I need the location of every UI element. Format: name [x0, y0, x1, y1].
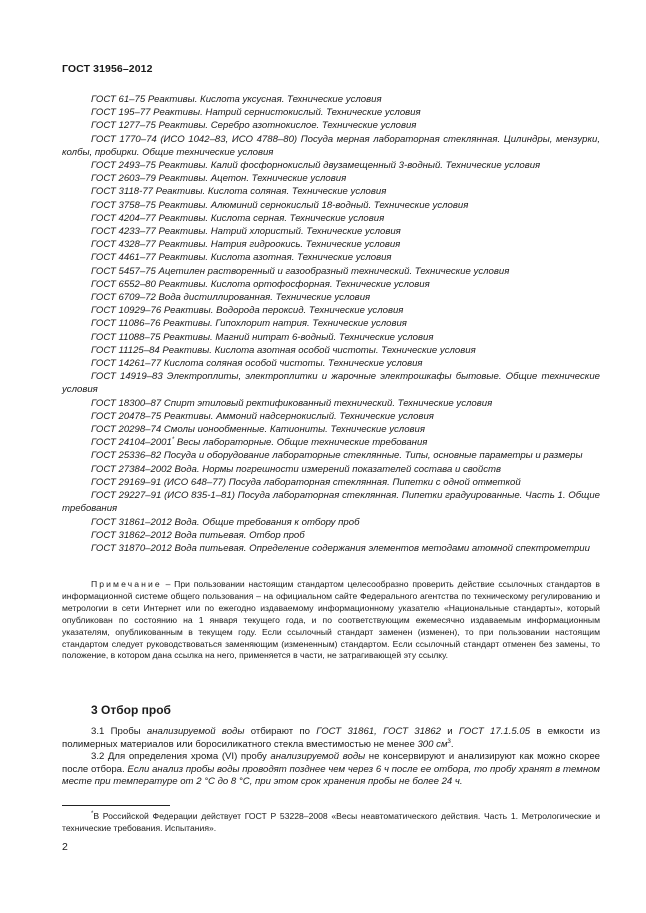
footnote-text: В Российской Федерации действует ГОСТ Р 53228–2008 «Весы неавтоматического действия. Часть 1. Метрологические и технические требования. Испытания».	[62, 811, 600, 833]
paragraph-3-2	[62, 751, 600, 789]
text-run: и	[440, 726, 459, 737]
reference-item: ГОСТ 2603–79 Реактивы. Ацетон. Технические условия	[91, 173, 347, 185]
reference-item: ГОСТ 14261–77 Кислота соляная особой чистоты. Технические условия	[91, 358, 423, 370]
reference-item: ГОСТ 4328–77 Реактивы. Натрия гидроокись. Технические условия	[91, 239, 401, 251]
footnote-mark: *	[91, 811, 94, 818]
note-block	[62, 579, 600, 662]
reference-item: ГОСТ 11125–84 Реактивы. Кислота азотная особой чистоты. Технические условия	[91, 344, 476, 356]
italic-run: Если анализ пробы воды проводят позднее чем через 6 ч после ее отбора, то пробу хранят в темном месте при температуре от 2 °С до 8 °С, при этом срок хранения пробы не более 24 ч.	[62, 763, 601, 788]
reference-item: ГОСТ 29169–91 (ИСО 648–77) Посуда лабораторная стеклянная. Пипетки с одной отметкой	[91, 476, 521, 488]
reference-item: ГОСТ 11088–75 Реактивы. Магний нитрат 6-водный. Технические условия	[91, 331, 434, 343]
normative-references-list	[62, 93, 600, 555]
reference-title: Весы лабораторные. Общие технические требования	[174, 437, 428, 449]
reference-item: ГОСТ 5457–75 Ацетилен растворенный и газообразный технический. Технические условия	[91, 265, 510, 277]
reference-item: ГОСТ 6709–72 Вода дистиллированная. Технические условия	[91, 292, 371, 304]
reference-item: ГОСТ 31870–2012 Вода питьевая. Определение содержания элементов методами атомной спектрометрии	[91, 542, 590, 554]
reference-item: ГОСТ 61–75 Реактивы. Кислота уксусная. Технические условия	[91, 94, 382, 105]
text-run: в емкости из полимерных материалов или боросиликатного стекла вместимостью не менее	[62, 726, 600, 750]
superscript: 3	[447, 738, 451, 745]
reference-item: ГОСТ 3758–75 Реактивы. Алюминий сернокислый 18-водный. Технические условия	[91, 199, 469, 211]
note-text: – При пользовании настоящим стандартом целесообразно проверить действие ссылочных стандартов в информационной системе общего пользования – на официальном сайте Федерального агентства по техническому регулированию и метрологии в сети Интернет или по ежегодно издаваемому информационному указателю «Национальные стандарты», который опубликован по состоянию на 1 января текущего года, и по соответствующим ежемесячно издаваемым информационным указателям, опубликованным в текущем году. Если ссылочный стандарт заменен (изменен), то при пользовании настоящим стандартом следует руководствоваться заменяющим (измененным) стандартом. Если ссылочный стандарт отменен без замены, то положение, в котором дана ссылка на него, применяется в части, не затрагивающей эту ссылку.	[62, 579, 600, 661]
reference-item: ГОСТ 1277–75 Реактивы. Серебро азотнокислое. Технические условия	[91, 120, 417, 132]
reference-item: ГОСТ 10929–76 Реактивы. Водорода пероксид. Технические условия	[91, 305, 404, 317]
reference-item: ГОСТ 4461–77 Реактивы. Кислота азотная. Технические условия	[91, 252, 392, 264]
reference-item: ГОСТ 4204–77 Реактивы. Кислота серная. Технические условия	[91, 212, 385, 224]
section-body	[62, 726, 600, 789]
text-run: отбирают по	[244, 726, 317, 737]
reference-item: ГОСТ 29227–91 (ИСО 835-1–81) Посуда лабораторная стеклянная. Пипетки градуированные. Часть 1. Общие требования	[62, 490, 600, 515]
reference-item: ГОСТ 2493–75 Реактивы. Калий фосфорнокислый двузамещенный 3-водный. Технические условия	[91, 160, 541, 172]
section-heading: 3 Отбор проб	[91, 703, 171, 717]
text-run: не консервируют и анализируют как можно скорее после отбора.	[62, 751, 601, 775]
italic-run: 300 см	[417, 738, 448, 750]
italic-run: ГОСТ 31861, ГОСТ 31862	[316, 726, 441, 737]
reference-code: ГОСТ 24104–2001	[91, 437, 172, 449]
reference-item: ГОСТ 14919–83 Электроплиты, электроплитки и жарочные электрошкафы бытовые. Общие технические условия	[62, 371, 600, 396]
footnote	[62, 811, 600, 834]
text-run: .	[450, 738, 454, 750]
text-run: 3.1 Пробы	[91, 726, 147, 737]
note-label: Примечание	[91, 579, 162, 589]
footnote-paragraph	[62, 811, 600, 834]
reference-item: ГОСТ 1770–74 (ИСО 1042–83, ИСО 4788–80) Посуда мерная лабораторная стеклянная. Цилиндры, мензурки, колбы, пробирки. Общие технические условия	[62, 133, 600, 158]
reference-item: ГОСТ 4233–77 Реактивы. Натрий хлористый. Технические условия	[91, 226, 401, 238]
reference-item-with-footnote	[62, 436, 600, 449]
italic-run: ГОСТ 17.1.5.05	[458, 726, 531, 737]
reference-item: ГОСТ 195–77 Реактивы. Натрий сернистокислый. Технические условия	[91, 107, 421, 119]
reference-item: ГОСТ 31861–2012 Вода. Общие требования к отбору проб	[91, 516, 360, 528]
reference-item: ГОСТ 6552–80 Реактивы. Кислота ортофосфорная. Технические условия	[91, 278, 430, 290]
document-header-id: ГОСТ 31956–2012	[62, 63, 153, 75]
reference-item: ГОСТ 20298–74 Смолы ионообменные. Катиониты. Технические условия	[91, 424, 426, 436]
reference-item: ГОСТ 25336–82 Посуда и оборудование лабораторные стеклянные. Типы, основные параметры и размеры	[91, 450, 583, 462]
italic-run: анализируемой воды	[270, 751, 366, 763]
italic-run: анализируемой воды	[146, 726, 245, 737]
note-paragraph	[62, 579, 600, 662]
text-run: 3.2 Для определения хрома (VI) пробу	[91, 751, 271, 763]
reference-item: ГОСТ 11086–76 Реактивы. Гипохлорит натрия. Технические условия	[91, 318, 407, 330]
page-number: 2	[62, 841, 68, 853]
paragraph-3-1	[62, 726, 600, 751]
reference-item: ГОСТ 3118-77 Реактивы. Кислота соляная. Технические условия	[91, 186, 387, 198]
reference-item: ГОСТ 27384–2002 Вода. Нормы погрешности измерений показателей состава и свойств	[91, 463, 502, 475]
reference-item: ГОСТ 18300–87 Спирт этиловый ректификованный технический. Технические условия	[91, 397, 493, 409]
footnote-divider	[62, 805, 170, 806]
reference-item: ГОСТ 31862–2012 Вода питьевая. Отбор проб	[91, 529, 305, 541]
reference-item: ГОСТ 20478–75 Реактивы. Аммоний надсернокислый. Технические условия	[91, 410, 434, 422]
footnote-mark: *	[171, 437, 175, 444]
